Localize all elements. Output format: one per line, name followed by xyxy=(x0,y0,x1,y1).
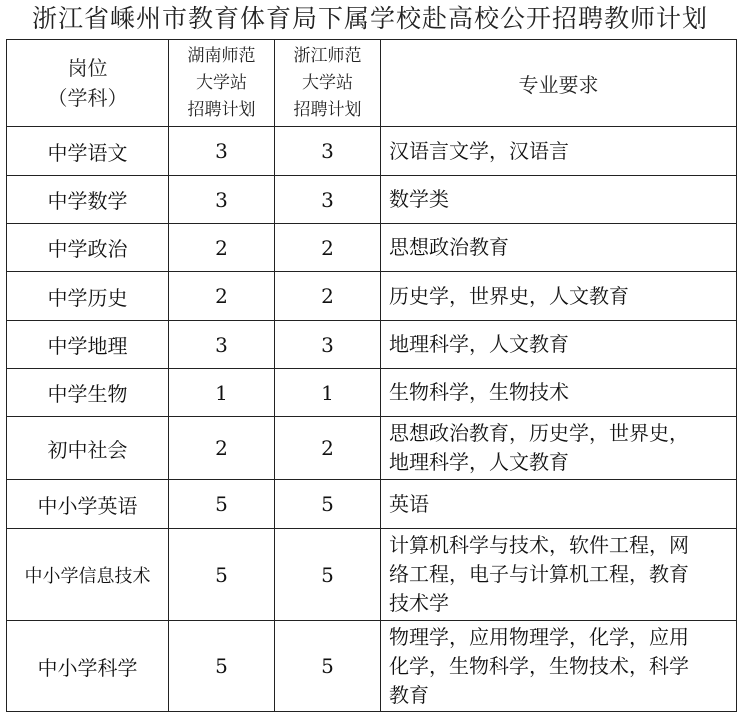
requirement-cell xyxy=(381,272,737,321)
requirement-cell xyxy=(381,529,737,621)
header-post xyxy=(7,40,169,127)
table-row xyxy=(7,272,737,321)
requirement-line: 生物科学，生物技术 xyxy=(389,380,569,404)
subject-cell: 中学语文 xyxy=(7,127,169,176)
table-header-row xyxy=(7,40,737,127)
requirement-line: 思想政治教育 xyxy=(389,235,509,259)
hunan-count-cell: 2 xyxy=(169,417,275,480)
zhejiang-count-cell: 3 xyxy=(275,127,381,176)
recruitment-plan-table xyxy=(6,39,737,712)
requirement-line: 地理科学，人文教育 xyxy=(389,450,569,474)
subject-cell: 中学数学 xyxy=(7,176,169,224)
requirement-cell xyxy=(381,480,737,529)
requirement-line: 数学类 xyxy=(389,187,449,211)
hunan-count-cell: 5 xyxy=(169,621,275,712)
hunan-count-cell: 3 xyxy=(169,127,275,176)
requirement-cell xyxy=(381,621,737,712)
requirement-line: 汉语言文学，汉语言 xyxy=(389,138,569,163)
zhejiang-count-cell: 2 xyxy=(275,224,381,272)
zhejiang-count-cell: 5 xyxy=(275,621,381,712)
table-row xyxy=(7,224,737,272)
table-row xyxy=(7,369,737,417)
hunan-count-cell: 1 xyxy=(169,369,275,417)
table-row xyxy=(7,176,737,224)
header-hunan-plan xyxy=(169,40,275,127)
subject-cell: 中学生物 xyxy=(7,369,169,417)
hunan-count-cell: 3 xyxy=(169,321,275,369)
requirement-cell xyxy=(381,369,737,417)
zhejiang-count-cell: 5 xyxy=(275,480,381,529)
table-row xyxy=(7,621,737,712)
header-hunan-line1: 湖南师范 xyxy=(187,45,256,66)
requirement-line: 物理学，应用物理学，化学，应用 xyxy=(389,624,689,649)
hunan-count-cell: 2 xyxy=(169,224,275,272)
subject-cell: 中学政治 xyxy=(7,224,169,272)
requirement-line: 计算机科学与技术，软件工程，网 xyxy=(389,533,689,557)
hunan-count-cell: 3 xyxy=(169,176,275,224)
requirement-cell xyxy=(381,417,737,480)
zhejiang-count-cell: 3 xyxy=(275,176,381,224)
table-row xyxy=(7,321,737,369)
zhejiang-count-cell: 3 xyxy=(275,321,381,369)
table-row xyxy=(7,127,737,176)
header-hunan-line2: 大学站 xyxy=(196,72,247,93)
zhejiang-count-cell: 2 xyxy=(275,417,381,480)
requirement-cell xyxy=(381,224,737,272)
requirement-cell xyxy=(381,176,737,224)
hunan-count-cell: 2 xyxy=(169,272,275,321)
requirement-line: 历史学，世界史，人文教育 xyxy=(389,283,629,308)
header-zhejiang-line2: 大学站 xyxy=(302,72,353,93)
table-row xyxy=(7,529,737,621)
hunan-count-cell: 5 xyxy=(169,529,275,621)
subject-cell: 初中社会 xyxy=(7,417,169,480)
requirement-line: 化学，生物科学，生物技术，科学 xyxy=(389,653,689,678)
requirement-line: 技术学 xyxy=(389,591,449,615)
requirement-cell xyxy=(381,321,737,369)
header-zhejiang-line3: 招聘计划 xyxy=(293,99,362,120)
page-title: 浙江省嵊州市教育体育局下属学校赴高校公开招聘教师计划 xyxy=(31,4,708,33)
subject-cell: 中小学信息技术 xyxy=(7,529,169,621)
header-hunan-line3: 招聘计划 xyxy=(187,99,256,120)
zhejiang-count-cell: 1 xyxy=(275,369,381,417)
zhejiang-count-cell: 2 xyxy=(275,272,381,321)
table-row xyxy=(7,480,737,529)
header-zhejiang-plan xyxy=(275,40,381,127)
table-row xyxy=(7,417,737,480)
header-post-line2: （学科） xyxy=(47,86,128,110)
subject-cell: 中小学英语 xyxy=(7,480,169,529)
requirement-line: 地理科学，人文教育 xyxy=(389,332,569,356)
requirement-line: 教育 xyxy=(389,682,429,707)
header-post-line1: 岗位 xyxy=(67,56,108,80)
requirement-line: 思想政治教育，历史学，世界史， xyxy=(389,421,689,445)
subject-cell: 中小学科学 xyxy=(7,621,169,712)
requirement-line: 英语 xyxy=(389,491,429,516)
header-requirement: 专业要求 xyxy=(381,40,737,127)
subject-cell: 中学地理 xyxy=(7,321,169,369)
hunan-count-cell: 5 xyxy=(169,480,275,529)
requirement-line: 络工程，电子与计算机工程，教育 xyxy=(389,562,689,586)
requirement-cell xyxy=(381,127,737,176)
zhejiang-count-cell: 5 xyxy=(275,529,381,621)
subject-cell: 中学历史 xyxy=(7,272,169,321)
header-zhejiang-line1: 浙江师范 xyxy=(293,45,362,66)
